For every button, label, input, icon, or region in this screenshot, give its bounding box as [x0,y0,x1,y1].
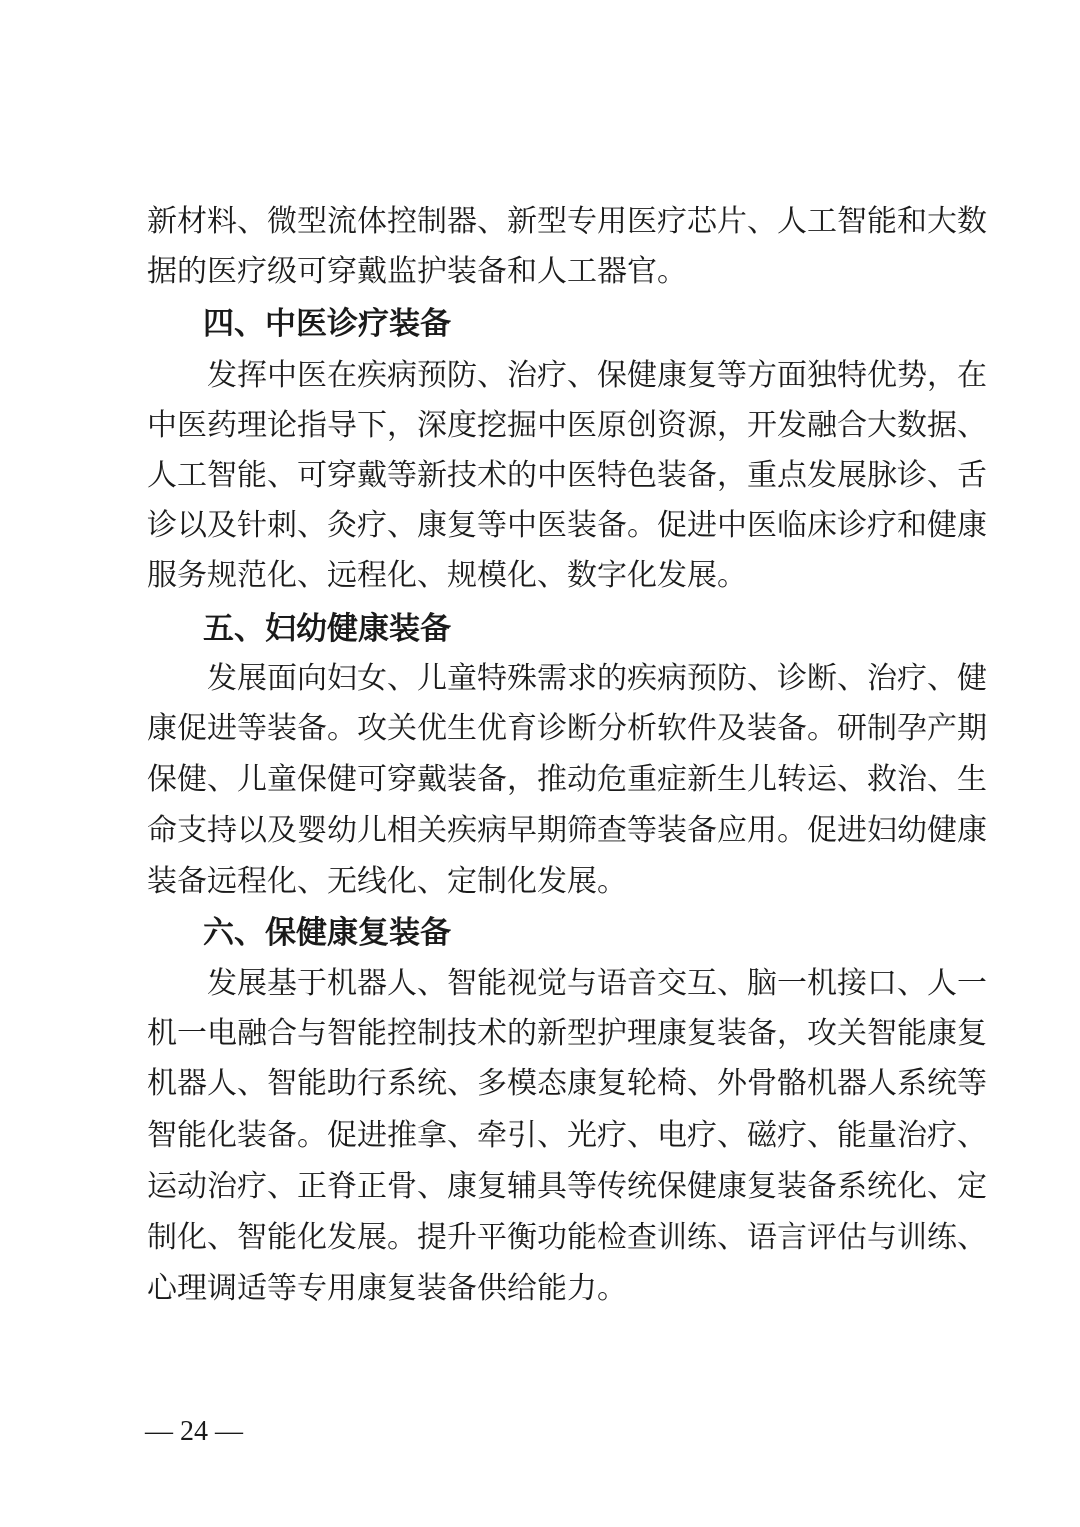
paragraph-line: 发展基于机器人、智能视觉与语音交互、脑一机接口、人一 [207,966,987,1001]
paragraph-line: 智能化装备。促进推拿、牵引、光疗、电疗、磁疗、能量治疗、 [147,1118,987,1153]
paragraph-line: 服务规范化、远程化、规模化、数字化发展。 [147,558,747,593]
paragraph-line: 康促进等装备。攻关优生优育诊断分析软件及装备。研制孕产期 [147,711,987,746]
section-heading: 五、妇幼健康装备 [203,611,451,647]
paragraph-line: 据的医疗级可穿戴监护装备和人工器官。 [147,254,687,289]
section-heading: 六、保健康复装备 [203,915,451,951]
paragraph-line: 诊以及针刺、灸疗、康复等中医装备。促进中医临床诊疗和健康 [147,508,987,543]
page-number: — 24 — [145,1416,243,1447]
paragraph-line: 装备远程化、无线化、定制化发展。 [147,864,627,899]
paragraph-line: 新材料、微型流体控制器、新型专用医疗芯片、人工智能和大数 [147,204,987,239]
paragraph-line: 心理调适等专用康复装备供给能力。 [147,1271,627,1306]
paragraph-line: 中医药理论指导下，深度挖掘中医原创资源，开发融合大数据、 [147,408,987,443]
paragraph-line: 机器人、智能助行系统、多模态康复轮椅、外骨骼机器人系统等 [147,1066,987,1101]
paragraph-line: 命支持以及婴幼儿相关疾病早期筛查等装备应用。促进妇幼健康 [147,813,987,848]
paragraph-line: 发展面向妇女、儿童特殊需求的疾病预防、诊断、治疗、健 [207,661,987,696]
paragraph-line: 人工智能、可穿戴等新技术的中医特色装备，重点发展脉诊、舌 [147,458,987,493]
paragraph-line: 运动治疗、正脊正骨、康复辅具等传统保健康复装备系统化、定 [147,1169,987,1204]
paragraph-line: 制化、智能化发展。提升平衡功能检查训练、语言评估与训练、 [147,1220,987,1255]
paragraph-line: 保健、儿童保健可穿戴装备，推动危重症新生儿转运、救治、生 [147,762,987,797]
paragraph-line: 机一电融合与智能控制技术的新型护理康复装备，攻关智能康复 [147,1016,987,1051]
section-heading: 四、中医诊疗装备 [203,306,451,342]
paragraph-line: 发挥中医在疾病预防、治疗、保健康复等方面独特优势，在 [207,358,987,393]
